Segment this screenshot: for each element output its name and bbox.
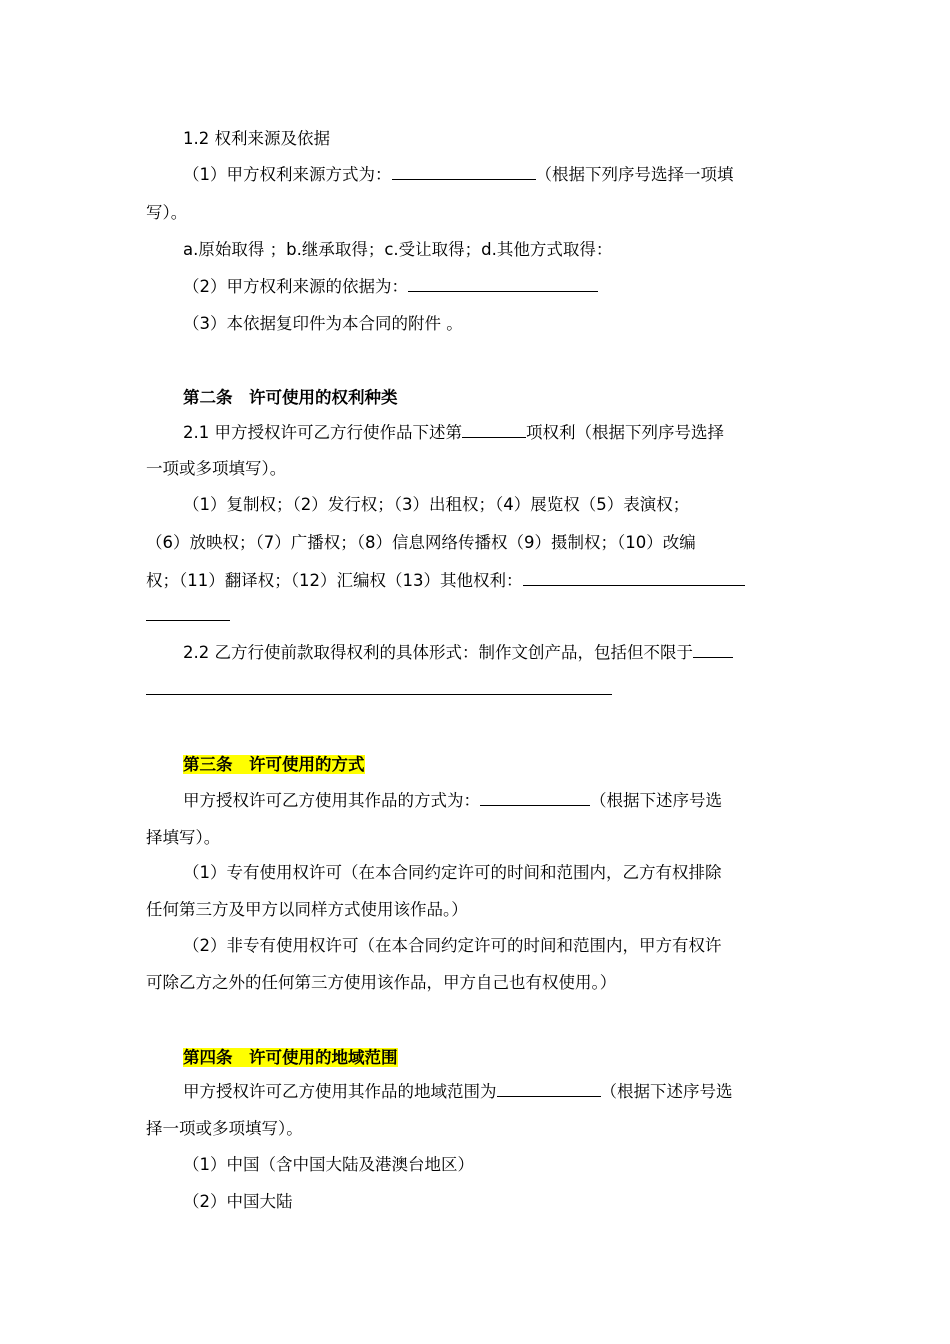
exclusive-license-line-2: 任何第三方及甲方以同样方式使用该作品。） (146, 900, 468, 919)
territory-blank[interactable] (497, 1082, 601, 1097)
rights-item-blank[interactable] (462, 423, 526, 438)
usage-method-line (183, 782, 845, 819)
rights-form-blank-cont[interactable] (146, 694, 612, 695)
article-2-heading: 第二条 许可使用的权利种类 (183, 388, 398, 407)
territory-option-1: （1）中国（含中国大陆及港澳台地区） (183, 1155, 474, 1174)
nonexclusive-license-line-2: 可除乙方之外的任何第三方使用该作品，甲方自己也有权使用。） (146, 973, 617, 992)
usage-method-hint: （根据下述序号选 (590, 791, 722, 810)
source-method-blank[interactable] (392, 165, 536, 180)
territory-hint-cont: 择一项或多项填写）。 (146, 1119, 303, 1138)
rights-item-line (183, 414, 845, 451)
territory-option-2: （2）中国大陆 (183, 1192, 293, 1211)
territory-line (183, 1073, 845, 1110)
territory-label: 甲方授权许可乙方使用其作品的地域范围为 (183, 1082, 497, 1101)
rights-list-line-2: （6）放映权；（7）广播权；（8）信息网络传播权（9）摄制权；（10）改编 (146, 533, 696, 552)
article-4-heading-text: 第四条 许可使用的地域范围 (183, 1048, 398, 1067)
usage-method-blank[interactable] (480, 791, 590, 806)
source-method-line (183, 156, 845, 193)
source-basis-label: （2）甲方权利来源的依据为： (183, 277, 408, 296)
article-4-heading (183, 1039, 398, 1076)
source-basis-blank[interactable] (408, 277, 598, 292)
rights-item-label: 2.1 甲方授权许可乙方行使作品下述第 (183, 423, 462, 442)
source-options: a.原始取得 ；b.继承取得；c.受让取得；d.其他方式取得： (183, 240, 613, 259)
rights-item-hint-cont: 一项或多项填写）。 (146, 459, 287, 478)
rights-form-line (183, 634, 808, 671)
other-rights-blank-cont[interactable] (146, 620, 230, 621)
usage-method-label: 甲方授权许可乙方使用其作品的方式为： (183, 791, 480, 810)
rights-list-line-3-text: 权；（11）翻译权；（12）汇编权（13）其他权利： (146, 571, 523, 590)
rights-list-line-1: （1）复制权；（2）发行权；（3）出租权；（4）展览权（5）表演权； (183, 495, 690, 514)
source-method-hint: （根据下列序号选择一项填 (535, 165, 734, 184)
rights-item-hint: 项权利（根据下列序号选择 (526, 423, 724, 442)
source-method-hint-cont: 写）。 (146, 203, 188, 222)
nonexclusive-license-line-1: （2）非专有使用权许可（在本合同约定许可的时间和范围内，甲方有权许 (183, 936, 722, 955)
rights-form-label: 2.2 乙方行使前款取得权利的具体形式：制作文创产品，包括但不限于 (183, 643, 693, 662)
other-rights-blank[interactable] (523, 571, 745, 586)
attachment-note: （3）本依据复印件为本合同的附件 。 (183, 314, 463, 333)
section-1-2-title: 1.2 权利来源及依据 (183, 129, 330, 148)
exclusive-license-line-1: （1）专有使用权许可（在本合同约定许可的时间和范围内，乙方有权排除 (183, 863, 722, 882)
usage-method-hint-cont: 择填写）。 (146, 828, 221, 847)
article-3-heading-text: 第三条 许可使用的方式 (183, 755, 365, 774)
article-3-heading (183, 746, 365, 783)
source-method-label: （1）甲方权利来源方式为： (183, 165, 392, 184)
rights-form-blank[interactable] (693, 643, 733, 658)
source-basis-line (183, 268, 845, 305)
rights-list-line-3 (146, 562, 808, 599)
territory-hint: （根据下述序号选 (600, 1082, 733, 1101)
